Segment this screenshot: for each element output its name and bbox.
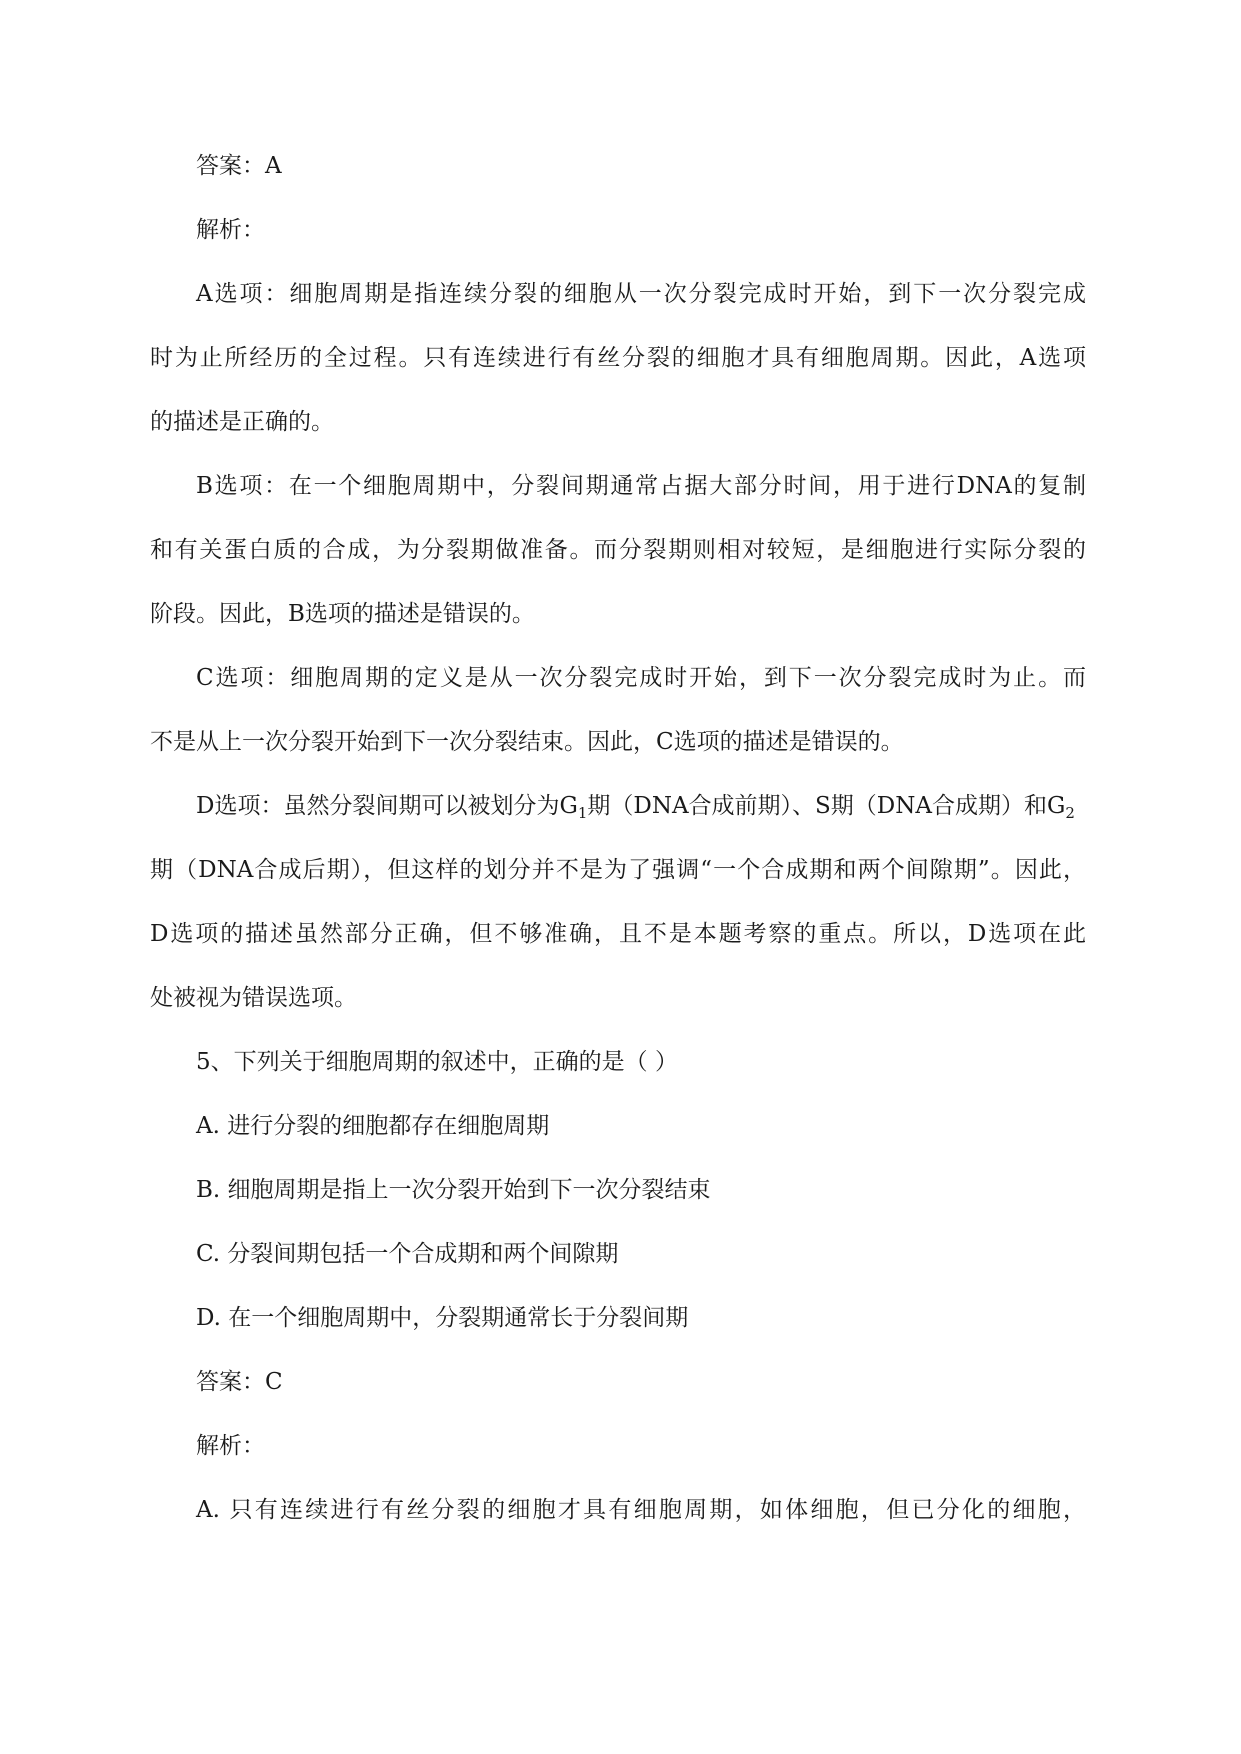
option-c-explanation-line-1: C选项：细胞周期的定义是从一次分裂完成时开始，到下一次分裂完成时为止。而 bbox=[196, 665, 1086, 691]
option-d-explanation-line-3: D选项的描述虽然部分正确，但不够准确，且不是本题考察的重点。所以，D选项在此 bbox=[150, 921, 1086, 947]
option-c-explanation-line-2: 不是从上一次分裂开始到下一次分裂结束。因此，C选项的描述是错误的。 bbox=[150, 729, 904, 755]
document-page bbox=[150, 134, 1086, 1542]
analysis-label-2: 解析： bbox=[196, 1433, 265, 1459]
option-b-explanation-line-3: 阶段。因此，B选项的描述是错误的。 bbox=[150, 601, 535, 627]
question-5-option-b: B. 细胞周期是指上一次分裂开始到下一次分裂结束 bbox=[196, 1177, 711, 1203]
option-a-explanation-line-1: A选项：细胞周期是指连续分裂的细胞从一次分裂完成时开始，到下一次分裂完成 bbox=[196, 281, 1086, 307]
option-a-explanation-line-2: 时为止所经历的全过程。只有连续进行有丝分裂的细胞才具有细胞周期。因此，A选项 bbox=[150, 345, 1086, 371]
option-b-explanation-line-1: B选项：在一个细胞周期中，分裂间期通常占据大部分时间，用于进行DNA的复制 bbox=[196, 473, 1086, 499]
option-d-explanation-line-4: 处被视为错误选项。 bbox=[150, 985, 357, 1011]
answer-line: 答案：A bbox=[196, 153, 282, 179]
option-d-explanation-line-1: D选项：虽然分裂间期可以被划分为$G_1$期（DNA合成前期）、S期（DNA合成期）和$G_2$ bbox=[196, 793, 1075, 822]
analysis-label: 解析： bbox=[196, 217, 265, 243]
option-d-explanation-line-2: 期（DNA合成后期），但这样的划分并不是为了强调“一个合成期和两个间隙期”。因此， bbox=[150, 857, 1086, 883]
option-a-explanation-line-3: 的描述是正确的。 bbox=[150, 409, 334, 435]
analysis-2-option-a-line-1: A. 只有连续进行有丝分裂的细胞才具有细胞周期，如体细胞，但已分化的细胞， bbox=[196, 1497, 1086, 1523]
answer-line-2: 答案：C bbox=[196, 1369, 283, 1395]
question-5-option-d: D. 在一个细胞周期中，分裂期通常长于分裂间期 bbox=[196, 1305, 689, 1331]
question-5-stem: 5、下列关于细胞周期的叙述中，正确的是（ ） bbox=[196, 1049, 678, 1075]
question-5-option-c: C. 分裂间期包括一个合成期和两个间隙期 bbox=[196, 1241, 619, 1267]
question-5-option-a: A. 进行分裂的细胞都存在细胞周期 bbox=[196, 1113, 550, 1139]
option-b-explanation-line-2: 和有关蛋白质的合成，为分裂期做准备。而分裂期则相对较短，是细胞进行实际分裂的 bbox=[150, 537, 1086, 563]
